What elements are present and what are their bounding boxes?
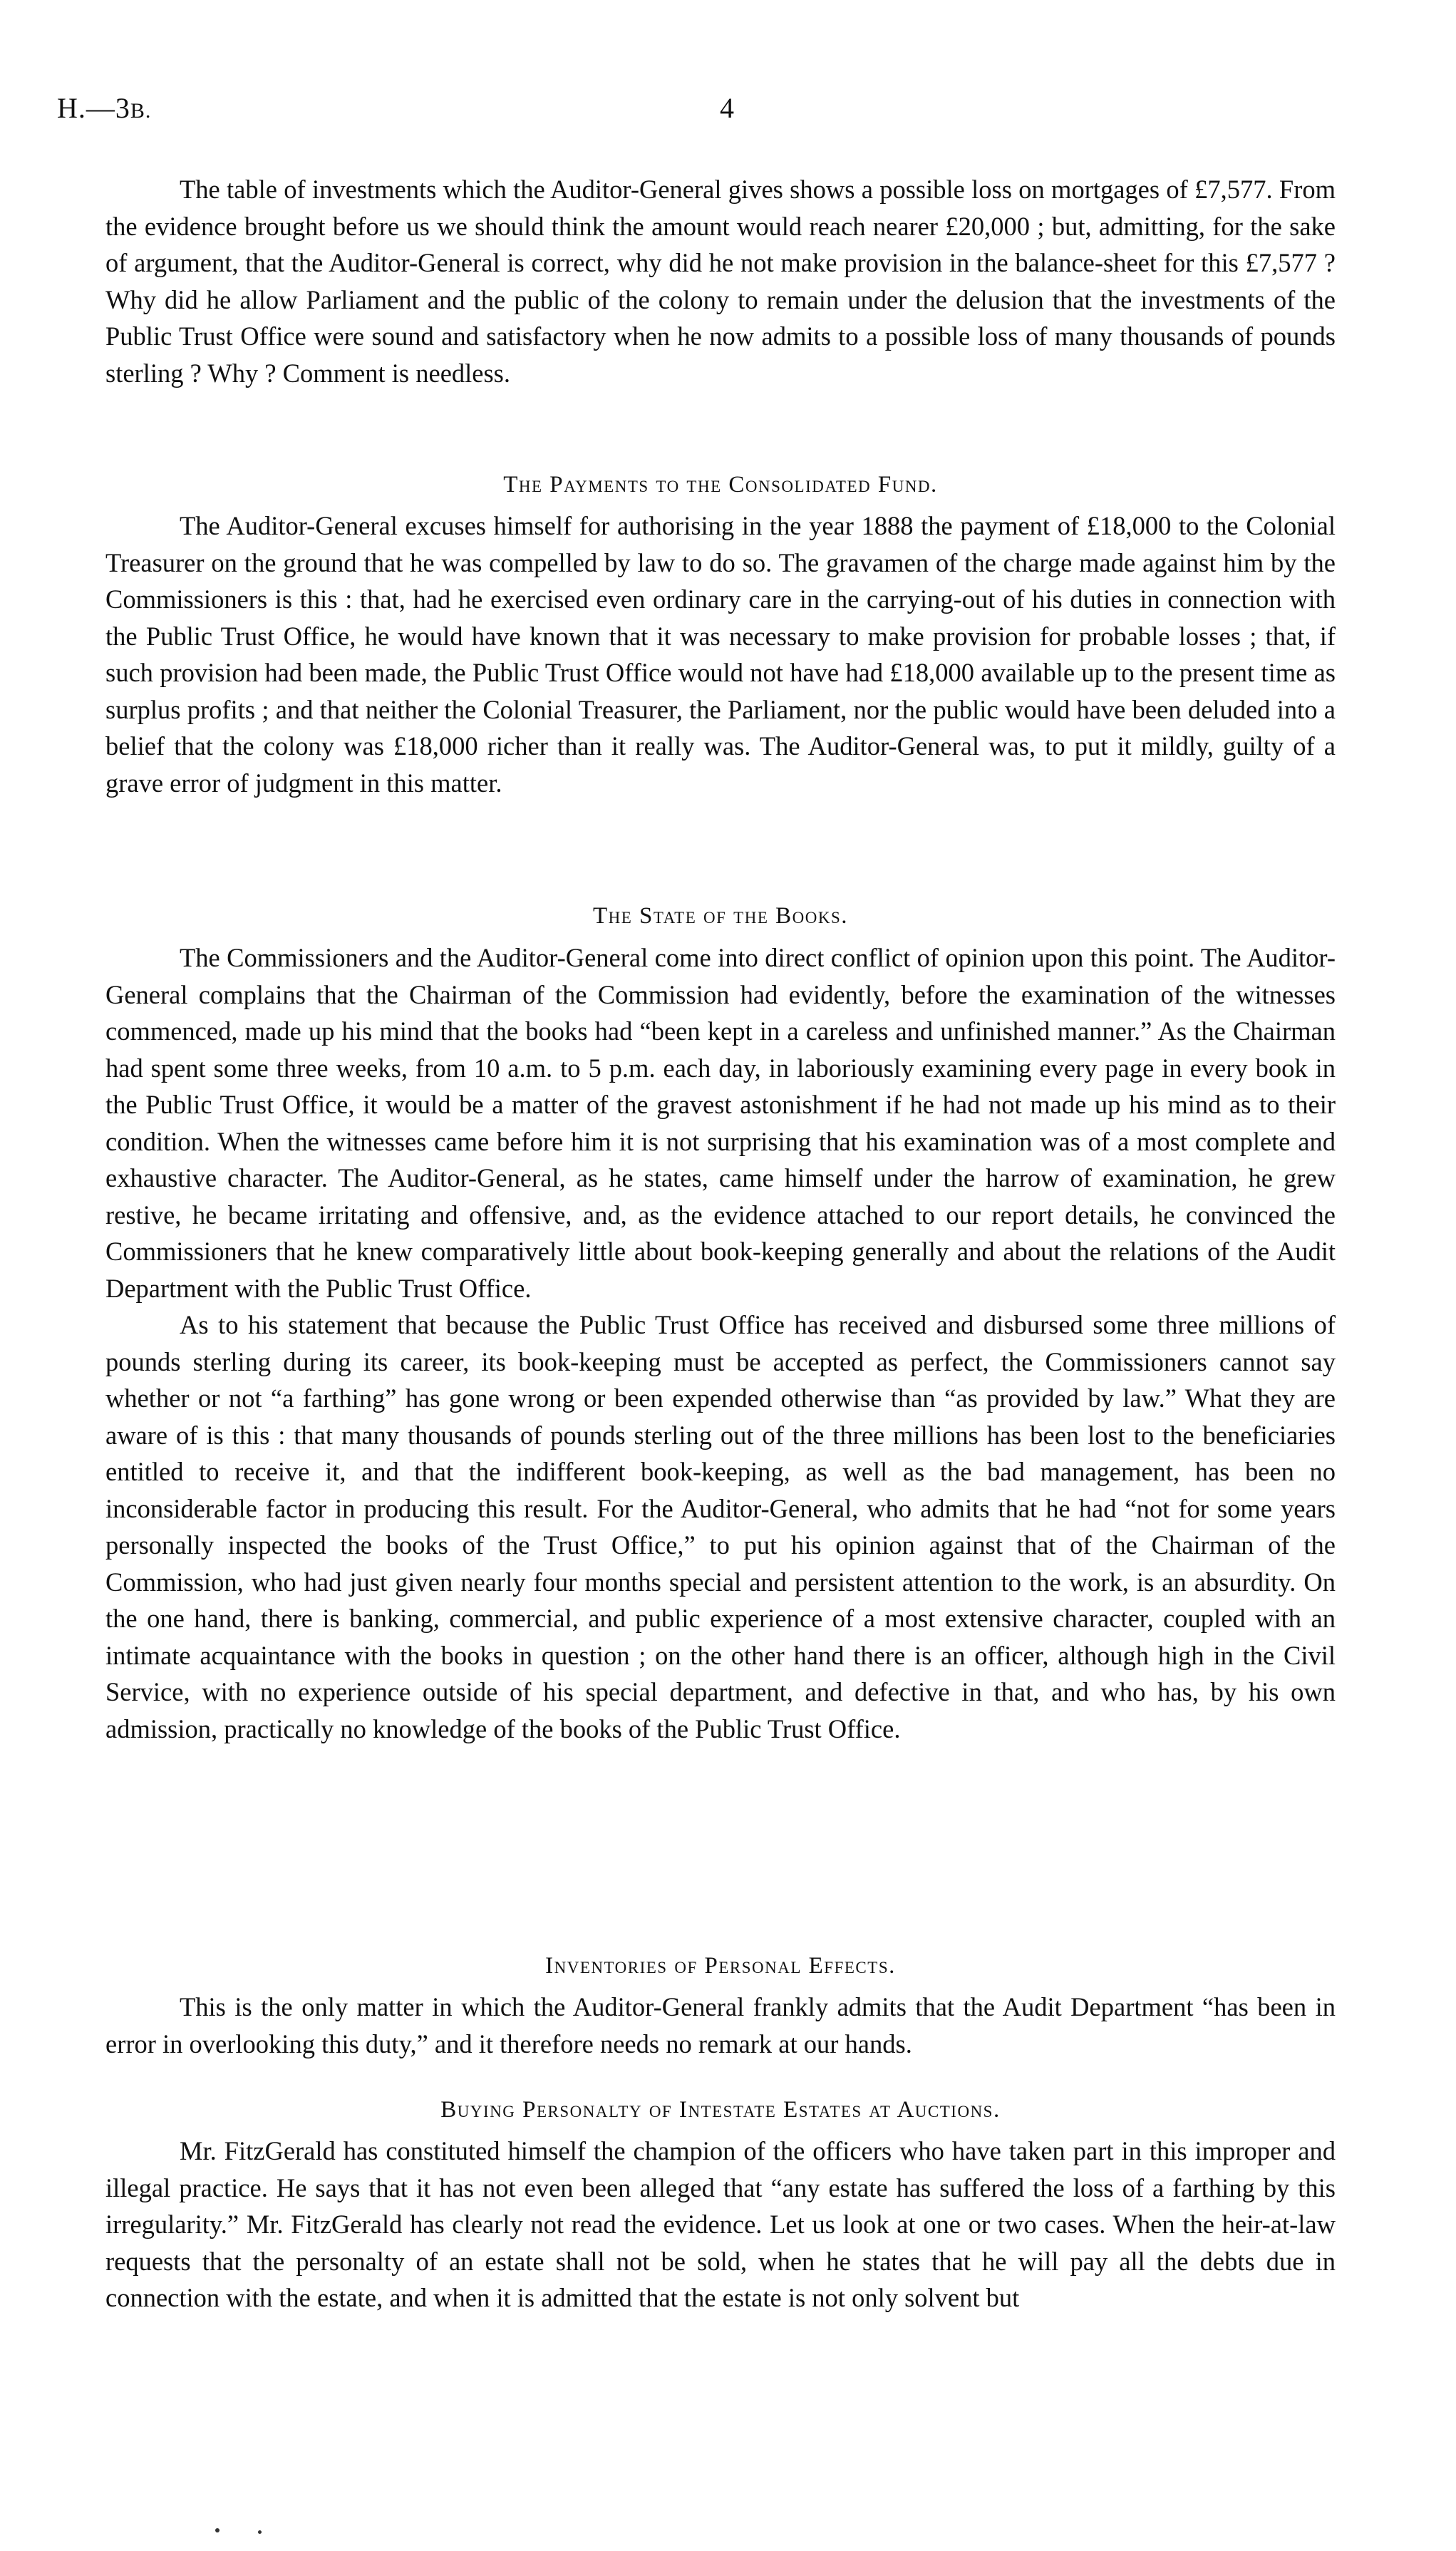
section-inventories (105, 1989, 1336, 2062)
section-investments (105, 171, 1336, 391)
section-heading-consolidated-fund: The Payments to the Consolidated Fund. (503, 472, 938, 498)
paragraph: As to his statement that because the Public Trust Office has received and disbursed some three millions of pounds sterling during its career, its book-keeping must be accepted as perfect, the Commissioners cannot say whether or not “a farthing” has gone wrong or been expended otherwise than “as provided by law.” What they are aware of is this : that many thousands of pounds sterling out of the three millions has been lost to the beneficiaries entitled to receive it, and that the indifferent book-keeping, as well as the bad management, has been no inconsiderable factor in producing this result. For the Auditor-General, who admits that he had “not for some years personally inspected the books of the Trust Office,” to put his opinion against that of the Chairman of the Commission, who had just given nearly four months special and persistent attention to the work, is an absurdity. On the one hand, there is banking, commercial, and public experience of a most extensive character, coupled with an intimate acquaintance with the books in question ; on the other hand there is an officer, although high in the Civil Service, with no experience outside of his special department, and defective in that, and who has, by his own admission, practically no knowledge of the books of the Public Trust Office. (105, 1310, 1336, 1743)
section-state-of-books (105, 939, 1336, 1747)
section-heading-buying-personalty: Buying Personalty of Intestate Estates at Auctions. (440, 2097, 1001, 2123)
paragraph: Mr. FitzGerald has constituted himself the champion of the officers who have taken part in this improper and illegal practice. He says that it has not even been alleged that “any estate has suffered the loss of a farthing by this irregularity.” Mr. FitzGerald has clearly not read the evidence. Let us look at one or two cases. When the heir-at-law requests that the personalty of an estate shall not be sold, when he states that he will pay all the debts due in connection with the estate, and when it is admitted that the estate is not only solvent but (105, 2136, 1336, 2312)
section-heading-inventories: Inventories of Personal Effects. (545, 1953, 896, 1979)
section-buying-personalty (105, 2133, 1336, 2316)
paragraph: The Commissioners and the Auditor-General come into direct conflict of opinion upon this point. The Auditor-General complains that the Chairman of the Commission had evidently, before the examination of the witnesses commenced, made up his mind that the books had “been kept in a careless and unfinished manner.” As the Chairman had spent some three weeks, from 10 a.m. to 5 p.m. each day, in laboriously examining every page in every book in the Public Trust Office, it would be a matter of the gravest astonishment if he had not made up his mind as to their condition. When the witnesses came before him it is not surprising that his examination was of a most complete and exhaustive character. The Auditor-General, as he states, came himself under the harrow of examination, he grew restive, he became irritating and offensive, and, as the evidence attached to our report details, he convinced the Commissioners that he knew comparatively little about book-keeping generally and about the relations of the Audit Department with the Public Trust Office. (105, 943, 1336, 1303)
page-header (57, 91, 1354, 134)
page-number: 4 (720, 92, 734, 124)
document-reference-main: H.—3 (57, 92, 130, 124)
scan-speck (258, 2530, 262, 2534)
scan-speck (215, 2528, 220, 2532)
document-reference-suffix: B. (130, 99, 152, 123)
paragraph: This is the only matter in which the Auditor-General frankly admits that the Audit Department “has been in error in overlooking this duty,” and it therefore needs no remark at our hands. (105, 1992, 1336, 2058)
paragraph: The Auditor-General excuses himself for authorising in the year 1888 the payment of £18,000 to the Colonial Treasurer on the ground that he was compelled by law to do so. The gravamen of the charge made against him by the Commissioners is this : that, had he exercised even ordinary care in the carrying-out of his duties in connection with the Public Trust Office, he would have known that it was necessary to make provision for probable losses ; that, if such provision had been made, the Public Trust Office would not have had £18,000 available up to the present time as surplus profits ; and that neither the Colonial Treasurer, the Parliament, nor the public would have been deluded into a belief that the colony was £18,000 richer than it really was. The Auditor-General was, to put it mildly, guilty of a grave error of judgment in this matter. (105, 511, 1336, 798)
paragraph: The table of investments which the Auditor-General gives shows a possible loss on mortgages of £7,577. From the evidence brought before us we should think the amount would reach nearer £20,000 ; but, admitting, for the sake of argument, that the Auditor-General is correct, why did he not make provision in the balance-sheet for this £7,577 ? Why did he allow Parliament and the public of the colony to remain under the delusion that the investments of the Public Trust Office were sound and satisfactory when he now admits to a possible loss of many thousands of pounds sterling ? Why ? Comment is needless. (105, 175, 1336, 388)
section-heading-state-of-books: The State of the Books. (592, 903, 849, 929)
document-reference (57, 91, 151, 125)
section-consolidated-fund (105, 507, 1336, 801)
